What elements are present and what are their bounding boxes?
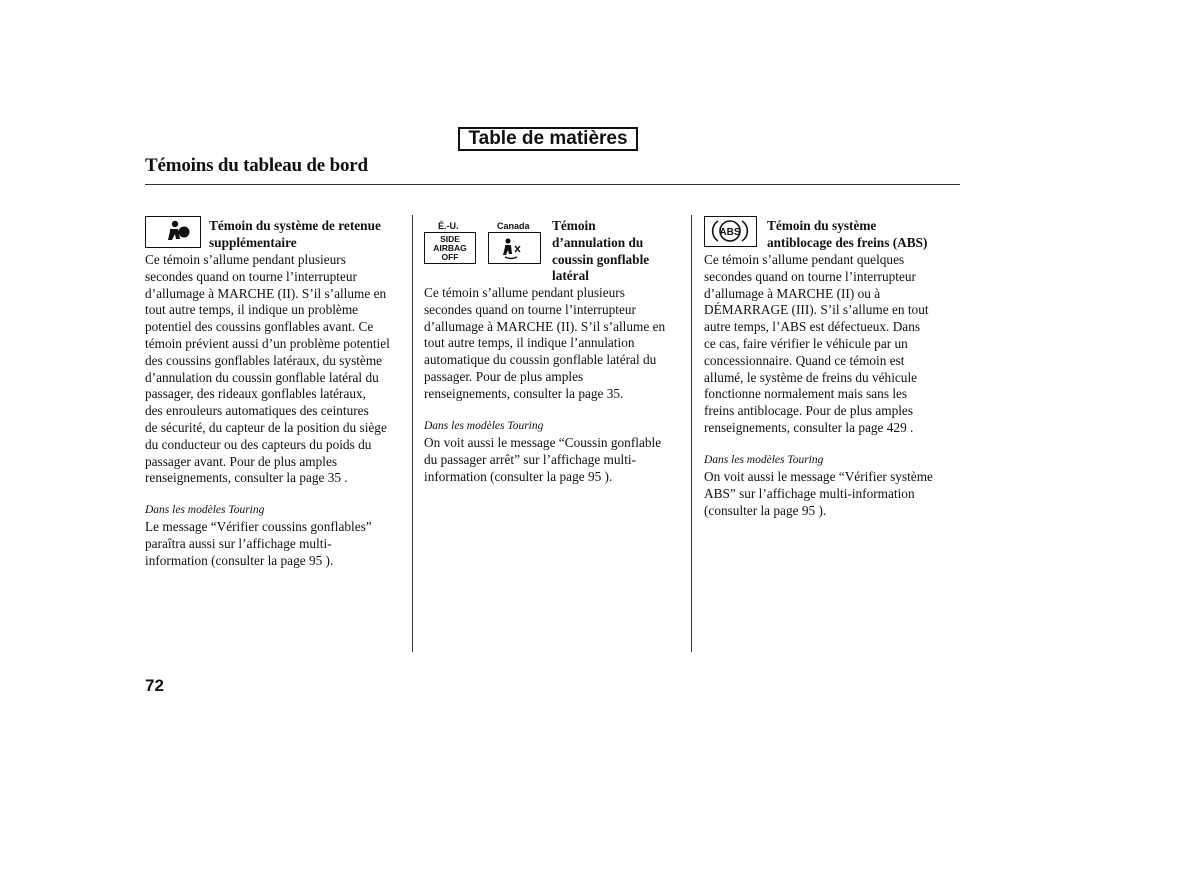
text-line: Ce témoin s’allume pendant quelques [704, 252, 905, 267]
text-line: allumé, le système de freins du véhicule [704, 369, 918, 385]
text-line: On voit aussi le message “Vérifier système [704, 469, 933, 484]
text-line: des enrouleurs automatiques des ceintures [145, 403, 369, 419]
title-divider [145, 184, 960, 185]
text-line: renseignements, consulter la page 429 . [704, 419, 914, 435]
text-line: secondes quand on tourne l’interrupteur [424, 301, 636, 317]
text-line: On voit aussi le message “Coussin gonflable [424, 435, 662, 450]
side-airbag-heading [552, 218, 688, 285]
text-line: témoin prévient aussi d’un problème potentiel [145, 335, 390, 351]
column-divider [691, 215, 692, 652]
us-label: É.-U. [438, 221, 459, 231]
touring-note-body [145, 519, 410, 569]
text-line: passager avant. Pour de plus amples [145, 453, 338, 469]
text-line: freins antiblocage. Pour de plus amples [704, 403, 914, 419]
side-airbag-off-us-indicator [424, 232, 476, 264]
heading-line: d’annulation du [552, 234, 644, 250]
text-line: (consulter la page 95 ). [704, 502, 827, 518]
text-line: du passager arrêt” sur l’affichage multi- [424, 451, 637, 467]
text-line: DÉMARRAGE (III). S’il s’allume en tout [704, 302, 929, 318]
text-line: d’allumage à MARCHE (II) ou à [704, 285, 881, 301]
text-line: tout autre temps, il indique un problème [145, 302, 359, 318]
heading-line: antiblocage des freins (ABS) [767, 234, 928, 250]
side-airbag-off-canada-indicator [488, 232, 541, 264]
text-line: Ce témoin s’allume pendant plusieurs [424, 285, 625, 300]
text-line: potentiel des coussins gonflables avant. Ce [145, 319, 374, 335]
table-of-contents-button[interactable]: Table de matières [458, 127, 638, 151]
abs-heading [767, 218, 957, 252]
side-airbag-body [424, 285, 689, 403]
srs-indicator-box [145, 216, 201, 248]
touring-note-body [424, 435, 689, 485]
heading-line: Témoin du système [767, 218, 877, 233]
text-line: renseignements, consulter la page 35. [424, 385, 624, 401]
text-line: passager, des rideaux gonflables latéraux, [145, 386, 366, 402]
text-line: du conducteur ou des capteurs du poids du [145, 436, 372, 452]
touring-note-label: Dans les modèles Touring [704, 454, 824, 466]
text-line: de sécurité, du capteur de la position du siège [145, 419, 387, 435]
indicator-text: OFF [441, 252, 459, 262]
text-line: fonctionne normalement mais sans les [704, 386, 908, 402]
page-title: Témoins du tableau de bord [145, 155, 368, 176]
text-line: autre temps, l’ABS est défectueux. Dans [704, 319, 921, 335]
text-line: information (consulter la page 95 ). [145, 552, 334, 568]
text-line: passager. Pour de plus amples [424, 368, 584, 384]
text-line: d’allumage à MARCHE (II). S’il s’allume en [145, 285, 387, 301]
heading-line: latéral [552, 268, 589, 284]
text-line: tout autre temps, il indique l’annulation [424, 335, 635, 351]
text-line: d’allumage à MARCHE (II). S’il s’allume en [424, 318, 666, 334]
text-line: renseignements, consulter la page 35 . [145, 470, 348, 486]
indicator-text: AIRBAG [433, 243, 467, 253]
text-line: secondes quand on tourne l’interrupteur [704, 268, 916, 284]
indicator-text: SIDE [440, 234, 460, 244]
abs-icon [705, 217, 755, 245]
text-line: ABS” sur l’affichage multi-information [704, 485, 915, 501]
airbag-person-icon [146, 217, 199, 246]
text-line: des coussins gonflables latéraux, du système [145, 352, 383, 368]
touring-note-body [704, 469, 959, 519]
abs-icon-text: ABS [719, 227, 741, 238]
page-number: 72 [145, 676, 164, 695]
abs-body [704, 252, 959, 437]
text-line: ce cas, faire vérifier le véhicule par un [704, 335, 908, 351]
side-airbag-off-icon [489, 233, 539, 262]
text-line: Le message “Vérifier coussins gonflables” [145, 519, 372, 534]
canada-label: Canada [497, 221, 530, 231]
text-line: d’annulation du coussin gonflable latéral du [145, 369, 379, 385]
text-line: paraîtra aussi sur l’affichage multi- [145, 535, 332, 551]
touring-note-label: Dans les modèles Touring [424, 420, 544, 432]
heading-line: Témoin [552, 218, 596, 233]
abs-indicator-box [704, 216, 757, 247]
text-line: automatique du coussin gonflable latéral du [424, 352, 657, 368]
text-line: information (consulter la page 95 ). [424, 468, 613, 484]
column-divider [412, 215, 413, 652]
text-line: Ce témoin s’allume pendant plusieurs [145, 252, 346, 267]
srs-body [145, 252, 410, 487]
text-line: secondes quand on tourne l’interrupteur [145, 268, 357, 284]
text-line: concessionnaire. Quand ce témoin est [704, 352, 905, 368]
touring-note-label: Dans les modèles Touring [145, 504, 265, 516]
srs-heading: Témoin du système de retenue supplémentaire [209, 218, 381, 250]
heading-line: coussin gonflable [552, 251, 650, 267]
